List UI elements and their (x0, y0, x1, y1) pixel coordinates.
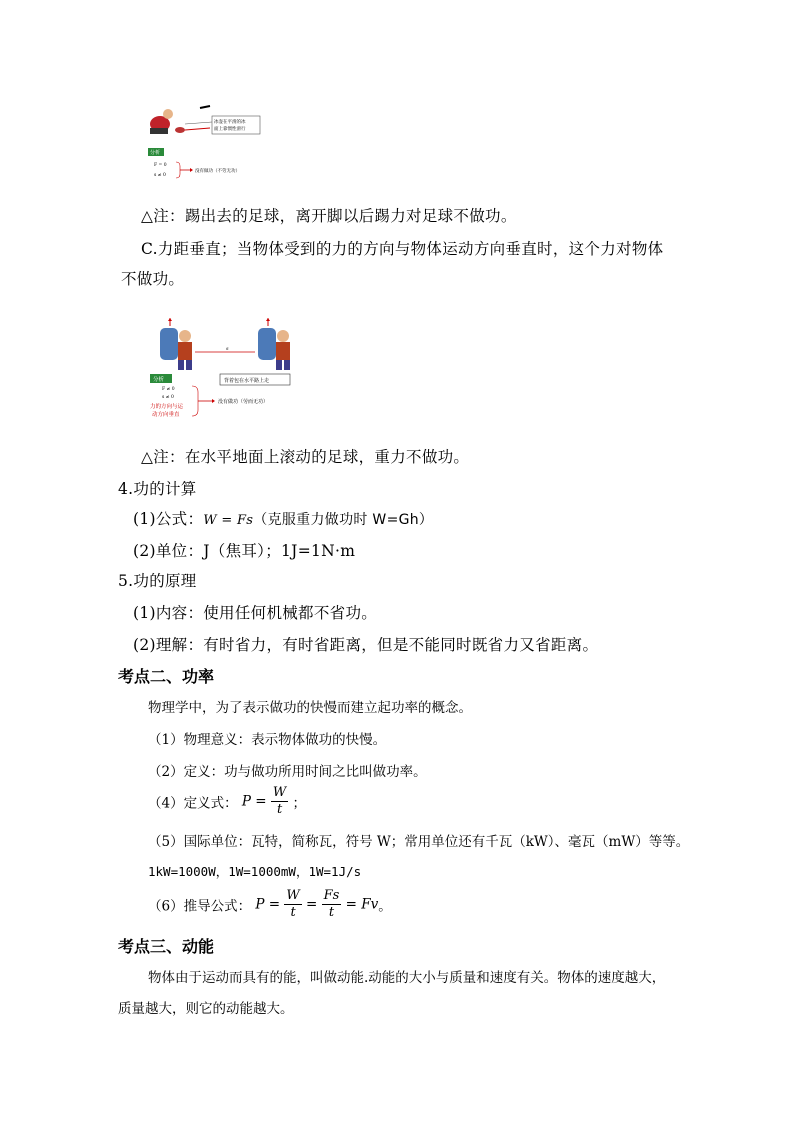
note-rolling-ball: △注：在水平地面上滚动的足球，重力不做功。 (141, 448, 470, 466)
kp2-item4-den: t (276, 802, 283, 817)
kp3-title: 考点三、动能 (118, 937, 215, 956)
kp2-item6 (148, 888, 392, 921)
section5-title: 5.功的原理 (118, 572, 197, 590)
kp2-item6-frac1 (284, 888, 301, 921)
item-c-line2: 不做功。 (121, 270, 185, 288)
kp2-item4-num: W (272, 785, 287, 800)
kp2-item6-den1: t (290, 905, 296, 920)
section4-title: 4.功的计算 (118, 480, 197, 498)
kp2-item6-eq: = (306, 896, 318, 913)
kp2-item6-prefix: （6）推导公式： (148, 898, 252, 915)
formula-prefix: (1)公式： (133, 510, 204, 528)
section4-unit: (2)单位：J（焦耳）；1J=1N·m (133, 542, 356, 560)
kp2-item5: （5）国际单位：瓦特，简称瓦，符号 W；常用单位还有千瓦（kW）、毫瓦（mW）等等。 (148, 834, 690, 850)
section5-understand: (2)理解：有时省力，有时省距离，但是不能同时既省力又省距离。 (133, 636, 599, 654)
kp2-item4-p: P = (241, 793, 267, 810)
backpack-figure (140, 318, 315, 428)
kp2-title: 考点二、功率 (118, 667, 215, 686)
kp2-item6-den2: t (328, 905, 335, 920)
section4-formula (133, 507, 433, 529)
backpack-red2: 动方向垂直 (152, 412, 180, 418)
kp2-item4 (148, 785, 306, 818)
backpack-result: 没有做功（劳而无功） (218, 399, 269, 405)
kp2-item1: （1）物理意义：表示物体做功的快慢。 (148, 732, 387, 748)
backpack-s-label: s (226, 346, 229, 352)
note-kicked-ball: △注：踢出去的足球，离开脚以后踢力对足球不做功。 (141, 207, 517, 225)
kp2-item2: （2）定义：功与做功所用时间之比叫做功率。 (148, 764, 427, 780)
curling-figure (140, 104, 270, 184)
kp2-item6-p: P = (255, 896, 281, 913)
kp2-item6-num2: Fs (323, 888, 340, 903)
curling-illustration (140, 104, 270, 184)
backpack-illustration (140, 318, 315, 428)
kp2-item4-suffix: ； (292, 795, 307, 812)
curling-tag: 分析 (150, 150, 161, 156)
kp2-item4-prefix: （4）定义式： (148, 795, 238, 812)
curling-result: 没有做功（不劳无功） (195, 169, 240, 174)
kp2-units: 1kW=1000W，1W=1000mW，1W=1J/s (148, 864, 362, 879)
kp2-item6-tail: = Fv (345, 896, 379, 913)
curling-box-text-1: 冰壶在平滑的冰 (214, 120, 246, 125)
formula-note: （克服重力做功时 W=Gh） (253, 512, 434, 528)
curling-box-text-2: 面上靠惯性滑行 (214, 127, 246, 132)
kp2-item6-num1: W (286, 888, 300, 903)
kp2-intro: 物理学中，为了表示做功的快慢而建立起功率的概念。 (148, 700, 472, 716)
kp2-item6-frac2 (322, 888, 342, 921)
curling-line2: s ≠ 0 (154, 173, 166, 178)
backpack-red1: 力的方向与运 (150, 404, 184, 410)
kp3-line1: 物体由于运动而具有的能，叫做动能.动能的大小与质量和速度有关。物体的速度越大， (148, 970, 666, 986)
backpack-box-text: 背着包在水平路上走 (224, 378, 270, 384)
formula-w-fs: W = Fs (203, 513, 254, 528)
backpack-line1: F ≠ 0 (162, 387, 175, 392)
kp2-item6-suffix: 。 (378, 898, 392, 915)
curling-line1: F = 0 (154, 163, 167, 168)
section5-content: (1)内容：使用任何机械都不省功。 (133, 604, 378, 622)
kp3-line2: 质量越大，则它的动能越大。 (118, 1001, 294, 1017)
backpack-tag: 分析 (153, 377, 165, 383)
backpack-line2: s ≠ 0 (162, 395, 174, 400)
kp2-item4-fraction (271, 785, 288, 818)
item-c-line1: C.力距垂直；当物体受到的力的方向与物体运动方向垂直时，这个力对物体 (141, 240, 664, 258)
